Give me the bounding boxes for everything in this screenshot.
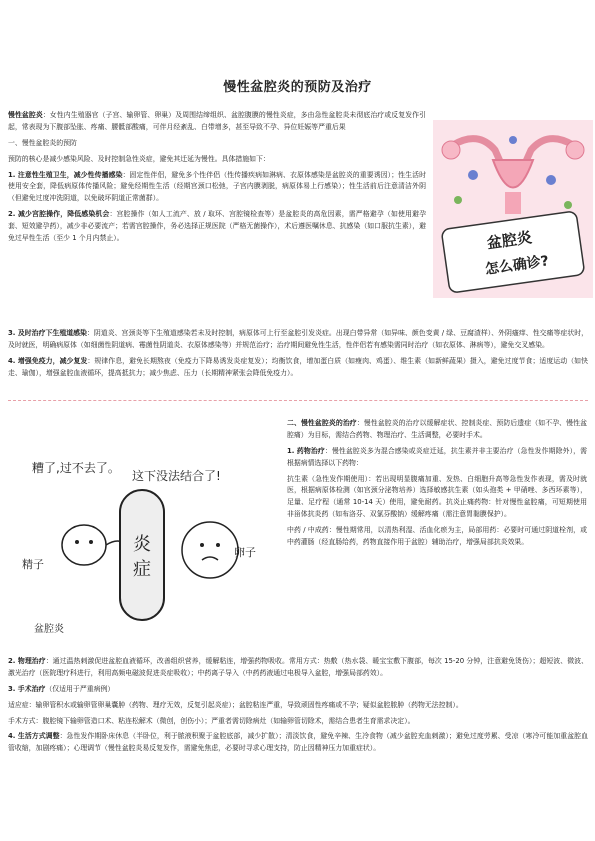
section-divider (8, 400, 588, 401)
sec2-heading: 二、慢性盆腔炎的治疗：慢性盆腔炎的治疗以缓解症状、控制炎症、预防后遗症（如不孕、慢性盆腔痛）为目标，需结合药物、物理治疗、生活调整，必要时手术。 (287, 419, 588, 439)
sec2-tcm: 中药 / 中成药：慢性期常用，以清热利湿、活血化瘀为主，局部用药：必要时可通过阴道栓剂，或中药灌肠（经直肠给药，药物直接作用于盆腔）辅助治疗，增强局部抗炎效果。 (287, 526, 587, 546)
sec1-item-2: 2. 减少宫腔操作，降低感染机会：宫腔操作（如人工流产、放 / 取环、宫腔镜检查等）是盆腔炎的高危因素，需严格避孕（如使用避孕套、短效避孕药），减少非必要流产；若需宫腔操作，务必选择正规医院（严格无菌操作），术后遵医嘱休息、抗感染（如口服抗生素），避免过早性生活（至少 1 个月内禁止）。 (8, 210, 427, 242)
sec2-right (287, 418, 587, 553)
sec1-item-1: 1. 注意性生殖卫生，减少性传播感染：固定性伴侣，避免多个性伴侣（性传播疾病如淋病、衣原体感染是盆腔炎的重要诱因）；性生活时使用安全套，降低病原体传播风险；避免经期性生活（经期宫颈口松弛，子宫内膜剥脱，病原体易上行感染）；性生活前后注意清洁外阴（但避免过度冲洗阴道，以免破坏阴道正常菌群）。 (8, 170, 427, 203)
ill2-block1: 炎 (133, 534, 151, 555)
sec1-lead: 预防的核心是减少感染风险、及时控制急性炎症，避免其迁延为慢性。具体措施如下： (8, 154, 270, 163)
ill2-top2: 这下没法结合了! (132, 469, 221, 483)
sec2-surgery: 3. 手术治疗（仅适用于严重病例） (8, 684, 115, 693)
ill2-caption: 盆腔炎 (34, 624, 64, 635)
sec1-item-4: 4. 增强免疫力，减少复发：规律作息，避免长期熬夜（免疫力下降易诱发炎症复发）；均衡饮食，增加蛋白质（如瘦肉、鸡蛋）、维生素（如新鲜蔬果）摄入，避免过度节食；适度运动（如快走、瑜伽），增强盆腔血液循环，提高抵抗力；减少焦虑、压力（长期精神紧张会降低免疫力）。 (8, 356, 589, 377)
sec2-bottom (8, 656, 588, 759)
intro (8, 110, 426, 249)
intro-term: 慢性盆腔炎 (8, 111, 43, 119)
uterus-illustration (433, 120, 593, 298)
intro-text: ：女性内生殖器官（子宫、输卵管、卵巢）及周围结缔组织、盆腔腹膜的慢性炎症，多由急性盆腔炎未彻底治疗或反复发作引起，常表现为下腹部坠胀、疼痛、腰骶部酸痛，可伴月经紊乱、白带增多，甚至导致不孕、异位妊娠等严重后果 (8, 111, 426, 131)
sec2-phys: 2. 物理治疗：通过温热刺激促进盆腔血液循环，改善组织营养，缓解粘连，增强药物吸收。常用方式：热敷（热水袋、暖宝宝敷下腹部，每次 15-20 分钟，注意避免烫伤）；超短波、微波、激光治疗（医院理疗科进行，利用高频电磁波促进炎症吸收）；中药离子导入（中药药液通过电极导入盆腔，增强局部药效）。 (8, 657, 589, 677)
ill1-line2: 怎么确诊? (484, 253, 550, 278)
sec2-life: 4. 生活方式调整：急性发作期卧床休息（半卧位，利于脓液积聚于盆腔底部，减少扩散）；清淡饮食，避免辛辣、生冷食物（减少盆腔充血刺激）；避免过度劳累、受凉（寒冷可能加重盆腔血管收缩，加剧疼痛）；心理调节（慢性盆腔炎易反复发作，需避免焦虑，必要时寻求心理支持，防止因精神压力加重症状）。 (8, 732, 589, 753)
ill1-line1: 盆腔炎 (485, 228, 533, 253)
sec2-antibiotic: 抗生素（急性发作期使用）：若出现明显腹痛加重、发热、白细胞升高等急性发作表现，需及时就医，根据病原体检测（如宫颈分泌物培养）选择敏感抗生素（如头孢类 + 甲硝唑、多西环素等），足量、足疗程（通常 10-14 天）使用，避免耐药。抗炎止痛药物：针对慢性盆腔痛，可短期使用非甾体抗炎药（如布洛芬、双氯芬酸钠）缓解疼痛（需注意胃黏膜保护）。 (287, 474, 587, 519)
ill2-block2: 症 (133, 559, 151, 580)
sec1-cont (8, 328, 588, 384)
cartoon-illustration (12, 450, 275, 638)
ill2-sperm: 精子 (22, 558, 44, 571)
sec1-item-3: 3. 及时治疗下生殖道感染：阴道炎、宫颈炎等下生殖道感染若未及时控制，病原体可上行至盆腔引发炎症。出现白带异常（如异味、颜色变黄 / 绿、豆腐渣样）、外阴瘙痒、性交痛等症状时，及时就医，明确病原体（如细菌性阴道病、霉菌性阴道炎、衣原体感染等）并规范治疗；治疗期间避免性生活，性伴侣若有感染需同时治疗（如衣原体、淋病等），避免交叉感染。 (8, 329, 588, 349)
ill2-top: 糟了,过不去了。 (32, 461, 120, 475)
ill2-egg: 卵子 (234, 546, 256, 559)
sec2-surgery-indic: 适应症：输卵管积水或输卵管卵巢囊肿（药物、理疗无效，反复引起炎症）；盆腔粘连严重，导致顽固性疼痛或不孕；疑似盆腔脓肿（药物无法控制）。 (8, 700, 463, 709)
sec1-heading: 一、慢性盆腔炎的预防 (8, 138, 77, 147)
sec2-drug: 1. 药物治疗：慢性盆腔炎多为混合感染或炎症迁延，抗生素并非主要治疗（急性发作期除外），需根据病情选择以下药物： (287, 446, 588, 467)
sec2-surgery-method: 手术方式：腹腔镜下输卵管造口术、粘连松解术（微创，创伤小）；严重者需切除病灶（如输卵管切除术，需结合患者生育需求决定）。 (8, 716, 415, 725)
page-title: 慢性盆腔炎的预防及治疗 (223, 80, 372, 95)
